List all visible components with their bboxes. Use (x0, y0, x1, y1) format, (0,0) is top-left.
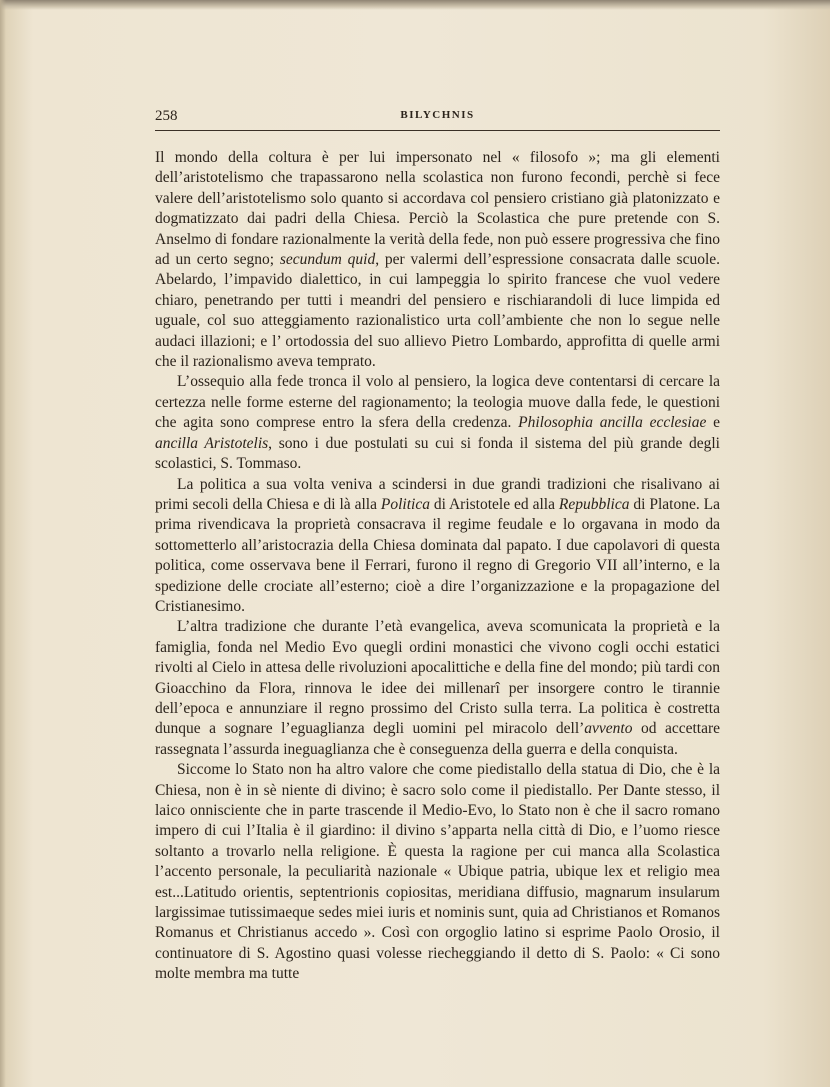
text-run: L’ossequio alla fede tronca il volo al pensiero, la logica deve contentarsi di cercare la certezza nelle forme esterne del ragionamento; la teologia muove dalla fede, le questioni che agita sono comprese entro la sfera della credenza. (155, 373, 720, 432)
italic-text: secundum quid (279, 251, 376, 269)
paragraph (155, 760, 720, 984)
text-run: , sono i due postulati su cui si fonda il sistema del più grande degli scolastici, S. Tommaso. (155, 434, 720, 473)
page-header (155, 108, 720, 130)
text-run: La politica a sua volta veniva a scindersi in due grandi tradizioni che risalivano ai primi secoli della Chiesa e di là alla (155, 475, 720, 513)
paragraph (155, 617, 720, 760)
text-run: od accettare rassegnata l’assurda ineguaglianza che è conseguenza della guerra e della conquista. (155, 720, 720, 758)
text-run: di Aristotele ed alla (429, 495, 559, 513)
paragraph (155, 372, 720, 474)
running-head: BILYCHNIS (400, 109, 475, 121)
italic-text: avvento (584, 720, 633, 738)
text-run: e (706, 414, 720, 432)
paragraph (155, 148, 720, 372)
page-top-edge (0, 0, 830, 10)
paragraph (155, 475, 720, 618)
italic-text: ancilla Aristotelis (155, 434, 269, 452)
text-run: , per valermi dell’espressione consacrata dalle scuole. Abelardo, l’impavido dialettico, in cui lampeggia lo spirito francese che vuol vedere chiaro, penetrando per tutti i meandri del pensiero e rischiarandoli di luce limpida ed uguale, col suo atteggiamento razionalistico urta coll’ambiente che non lo segue nelle audaci illazioni; e l’ ortodossia del suo allievo Pietro Lombardo, approfitta di quelle armi che il razionalismo aveva temprato. (155, 251, 721, 371)
body-text (155, 148, 720, 985)
text-run: Il mondo della coltura è per lui impersonato nel « filosofo »; ma gli elementi dell’aristotelismo che trapassarono nella scolastica non furono fecondi, perchè si fece valere dell’aristotelismo solo quanto si accordava col pensiero cristiano già platonizzato e dogmatizzato dai padri della Chiesa. Perciò la Scolastica che pure pretende con S. Anselmo di fondare razionalmente la verità della fede, non può essere progressiva che fino ad un certo segno; (155, 149, 720, 269)
header-rule (155, 130, 720, 131)
italic-text: Politica (380, 495, 430, 513)
text-run: Siccome lo Stato non ha altro valore che come piedistallo della statua di Dio, che è la Chiesa, non è in sè niente di divino; è sacro solo come il piedistallo. Per Dante stesso, il laico onnisciente che in parte trascende il Medio-Evo, lo Stato non è che il sacro romano impero di cui l’Italia è il giardino: il divino s’apparta nella città di Dio, e l’uomo riesce soltanto a trovarlo nella religione. È questa la ragione per cui manca alla Scolastica l’accento personale, la peculiarità nazionale « Ubique patria, ubique lex et religio mea est...Latitudo orientis, septentrionis copiositas, meridiana diffusio, magnarum insularum largissimae tutissimaeque sedes miei iuris et nominis sunt, quia ad Christianos et Romanos Romanus et Christianus accedo ». Così con orgoglio latino si esprime Paolo Orosio, il continuatore di S. Agostino quasi volesse riecheggiando il detto di S. Paolo: « Ci sono molte membra ma tutte (155, 761, 720, 983)
text-run: di Platone. La prima rivendicava la proprietà consacrava il regime feudale e lo orgavana in modo da sottometterlo all’aristocrazia della Chiesa dominata dal papato. I due capolavori di questa politica, come osservava bene il Ferrari, furono il regno di Gregorio VII all’interno, e la spedizione delle crociate all’esterno; cioè a dire l’organizzazione e la propagazione del Cristianesimo. (155, 495, 720, 615)
page-number: 258 (155, 108, 178, 124)
text-run: L’altra tradizione che durante l’età evangelica, aveva scomunicata la proprietà e la famiglia, fonda nel Medio Evo quegli ordini monastici che vivono cogli occhi estatici rivolti al Cielo in attesa delle rivoluzioni apocalittiche e della fine del mondo; più tardi con Gioacchino da Flora, rinnova le idee dei millenarî per insorgere contro le tirannie dell’epoca e annunziare il regno prossimo del Cristo sulla terra. La politica è costretta dunque a sognare l’eguaglianza degli uomini pel miracolo dell’ (155, 618, 720, 738)
page-left-edge (0, 0, 6, 1087)
italic-text: Repubblica (558, 495, 630, 513)
italic-text: Philosophia ancilla ecclesiae (518, 414, 707, 432)
